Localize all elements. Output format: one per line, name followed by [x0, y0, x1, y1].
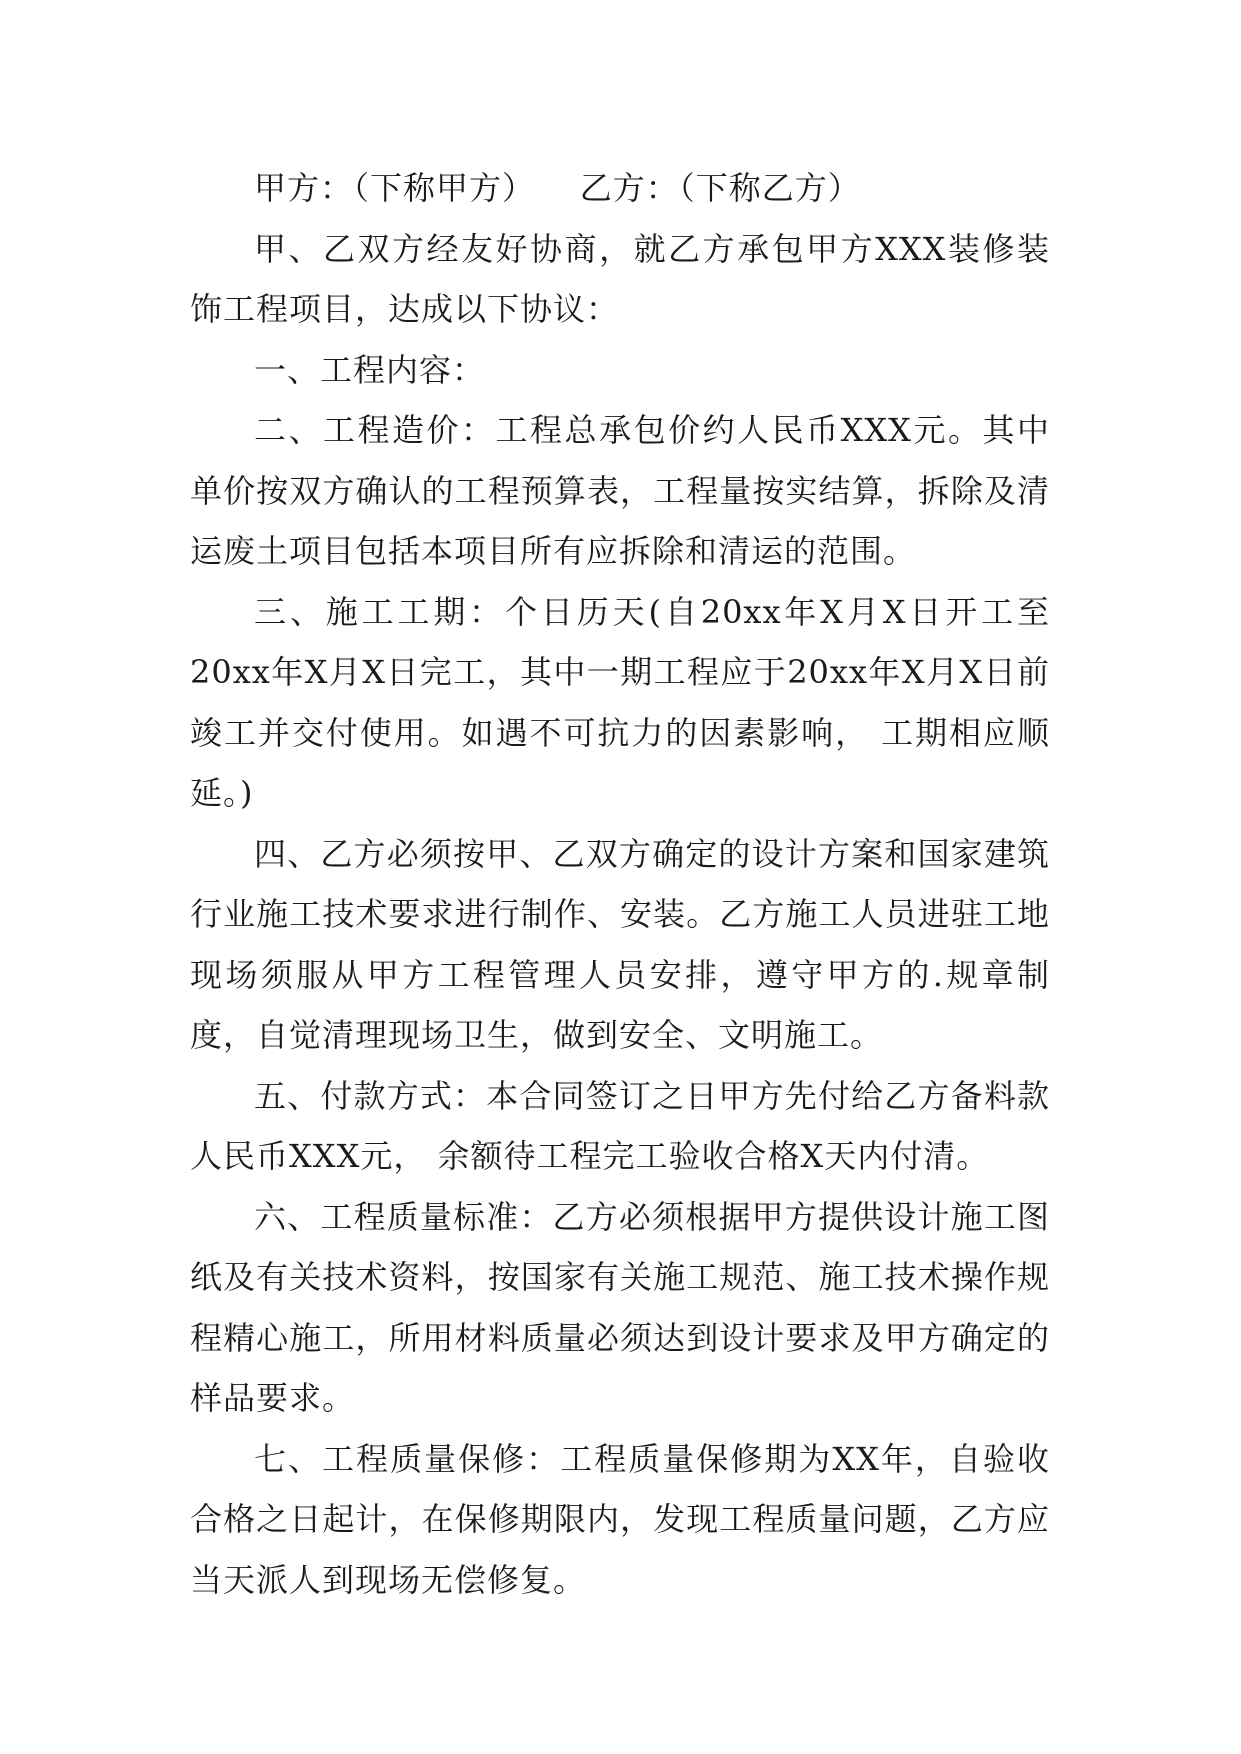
clause-6-quality-standard: 六、工程质量标准：乙方必须根据甲方提供设计施工图纸及有关技术资料，按国家有关施工规范、施工技术操作规程精心施工，所用材料质量必须达到设计要求及甲方确定的样品要求。: [190, 1197, 1050, 1417]
clause-3-schedule: 三、施工工期：个日历天(自20xx年X月X日开工至20xx年X月X日完工，其中一期工程应于20xx年X月X日前竣工并交付使用。如遇不可抗力的因素影响， 工期相应顺延。): [190, 592, 1050, 812]
clause-1-scope: 一、工程内容：: [254, 350, 486, 389]
document-body: [190, 158, 1050, 1610]
clause-4-requirements: 四、乙方必须按甲、乙双方确定的设计方案和国家建筑行业施工技术要求进行制作、安装。乙方施工人员进驻工地现场须服从甲方工程管理人员安排，遵守甲方的.规章制度，自觉清理现场卫生，做到安全、文明施工。: [190, 834, 1050, 1054]
clause-7-warranty: 七、工程质量保修：工程质量保修期为XX年，自验收合格之日起计，在保修期限内，发现工程质量问题，乙方应当天派人到现场无偿修复。: [190, 1439, 1050, 1599]
agreement-intro: 甲、乙双方经友好协商，就乙方承包甲方XXX装修装饰工程项目，达成以下协议：: [190, 229, 1050, 328]
party-line: 甲方：（下称甲方） 乙方：（下称乙方）: [254, 169, 861, 207]
clause-2-price: 二、工程造价：工程总承包价约人民币XXX元。其中单价按双方确认的工程预算表，工程量按实结算，拆除及清运废土项目包括本项目所有应拆除和清运的范围。: [190, 411, 1050, 570]
clause-5-payment: 五、付款方式：本合同签订之日甲方先付给乙方备料款人民币XXX元， 余额待工程完工验收合格X天内付清。: [190, 1076, 1050, 1175]
